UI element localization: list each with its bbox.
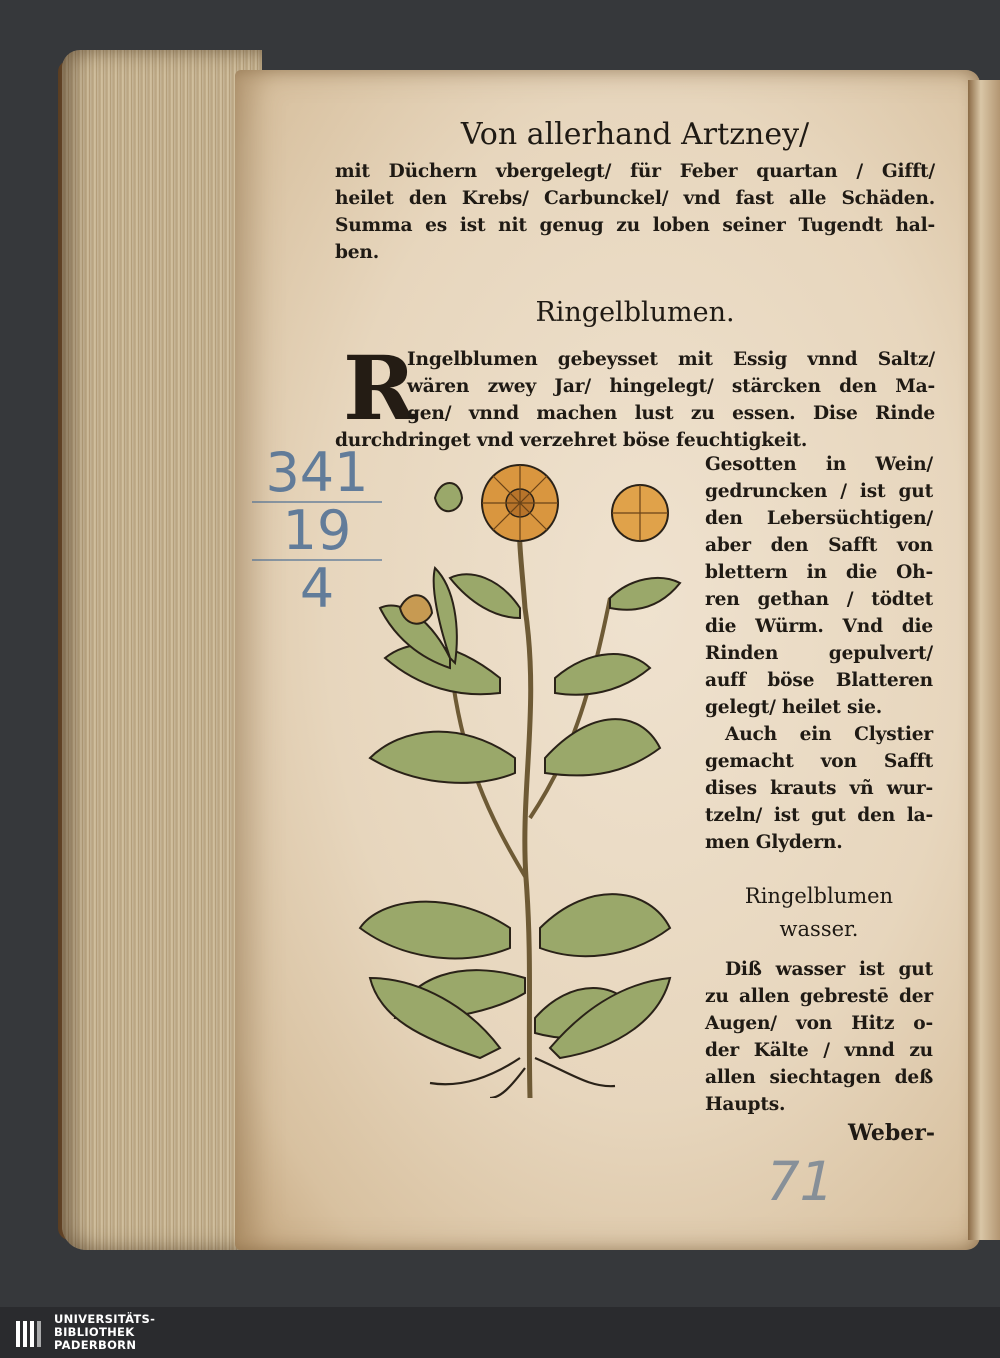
logo-line: UNIVERSITÄTS- [54,1312,156,1326]
text-line: ren gethan / tödtet [705,589,933,610]
text-line: Haupts. [705,1094,786,1115]
paragraph-main [407,346,935,427]
text-line: die Würm. Vnd die [705,616,933,637]
text-line: Gesotten in Wein/ [705,454,933,475]
text-line: allen siechtagen deß [705,1067,933,1088]
text-line: durchdringet vnd verzehret böse feuchtigkeit. [335,430,808,451]
text-line: Summa es ist nit genug zu loben seiner Tugendt hal- [335,215,935,236]
text-line: heilet den Krebs/ Carbunckel/ vnd fast alle Schäden. [335,188,935,209]
pencil-folio-number: 71 [758,1150,841,1213]
sub-heading-line: Ringelblumen [744,884,894,908]
shelfmark-line: 341 [252,445,382,503]
sub-heading-line: wasser. [779,917,859,941]
text-line: ben. [335,242,380,263]
logo-line: BIBLIOTHEK [54,1325,135,1339]
text-line: Auch ein Clystier [725,724,933,745]
text-line: Rinden gepulvert/ [705,643,933,664]
shelfmark-line: 19 [252,503,382,561]
text-line: Diß wasser ist gut [725,959,933,980]
text-line: der Kälte / vnnd zu [705,1040,933,1061]
text-line: auff böse Blatteren [705,670,933,691]
shelfmark-line: 4 [299,557,335,620]
section-heading: Ringelblumen. [535,297,735,328]
text-line: blettern in die Oh- [705,562,933,583]
catchword: Weber- [847,1120,935,1146]
text-line: den Lebersüchtigen/ [705,508,933,529]
text-line: Augen/ von Hitz o- [705,1013,933,1034]
library-logo-icon [14,1317,48,1351]
text-line: dises krauts vñ wur- [705,778,933,799]
book-page-edges [62,50,262,1250]
drop-cap-initial: R [343,336,417,440]
text-line: gelegt/ heilet sie. [705,697,882,718]
logo-line: PADERBORN [54,1338,137,1352]
facing-page-edge [968,80,1000,1240]
text-line: gen/ vnnd machen lust zu essen. Dise Rinde [407,403,935,424]
running-heading: Von allerhand Artzney/ [460,117,810,152]
side-column-text [705,451,933,856]
library-logo-text [54,1313,155,1352]
text-line: mit Düchern vbergelegt/ für Feber quartan / Gifft/ [335,161,935,182]
side-column-text-2 [705,956,933,1118]
calendula-woodcut-illustration [340,458,700,1098]
text-line: gedruncken / ist gut [705,481,933,502]
text-line: Ingelblumen gebeysset mit Essig vnnd Saltz/ [407,349,935,370]
text-line: tzeln/ ist gut den la- [705,805,933,826]
text-line: men Glydern. [705,832,843,853]
library-footer [0,1307,1000,1358]
text-line: aber den Safft von [705,535,933,556]
sub-heading [705,880,933,946]
text-line: wären zwey Jar/ hingelegt/ stärcken den Ma- [407,376,935,397]
paragraph-continued [335,158,935,266]
paragraph-main-full-line [335,427,935,454]
text-line: zu allen gebrestē der [705,986,933,1007]
text-line: gemacht von Safft [705,751,933,772]
